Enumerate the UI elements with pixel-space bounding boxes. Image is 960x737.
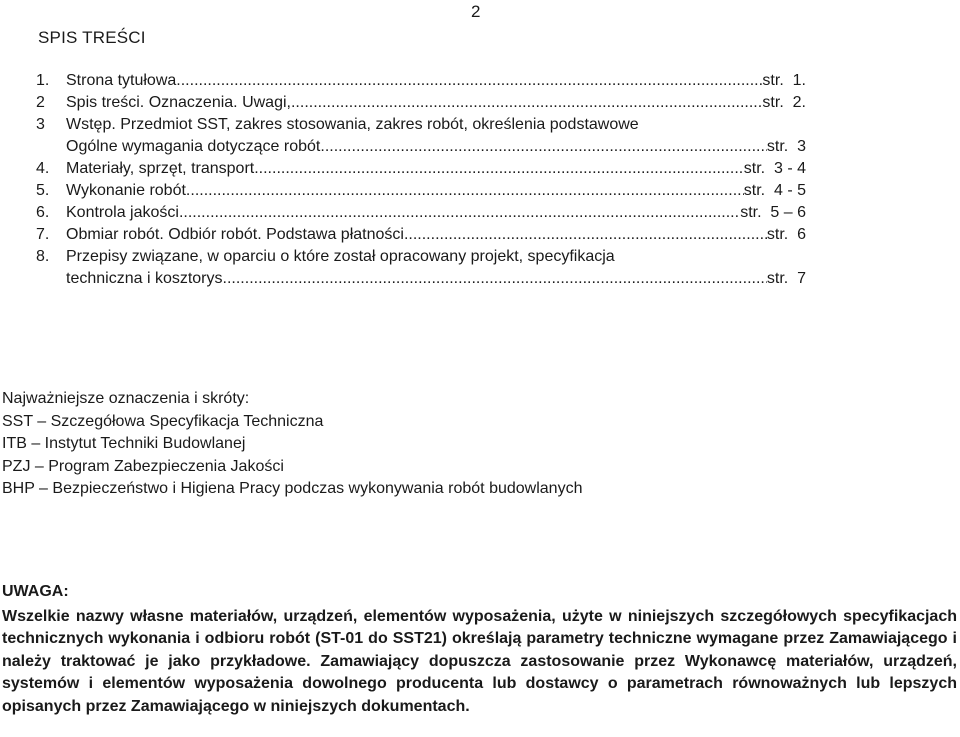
toc-item-title: techniczna i kosztorys [66,270,223,287]
toc-item-continuation [36,268,806,290]
abbreviations-section [2,388,582,501]
toc-item-page: str. 6 [766,226,806,243]
toc-dot-leader [254,158,744,180]
toc-item-title: Wstęp. Przedmiot SST, zakres stosowania, zakres robót, określenia podstawowe [66,116,639,133]
toc-item [36,202,806,224]
abbreviation-item: BHP – Bezpieczeństwo i Higiena Pracy podczas wykonywania robót budowlanych [2,480,583,497]
abbreviations-heading: Najważniejsze oznaczenia i skróty: [2,390,250,407]
toc-dot-leader [223,268,767,290]
warning-text: Wszelkie nazwy własne materiałów, urządzeń, elementów wyposażenia, użyte w niniejszych szczegółowych specyfikacjach technicznych wykonania i odbioru robót (ST-01 do SST21) określają parametry techniczne wymagane przez Zamawiającego i należy traktować je jako przykładowe. Zamawiający dopuszcza zastosowanie przez Wykonawcę materiałów, urządzeń, systemów i elementów wyposażenia dowolnego producenta lub dostawcy o parametrach równoważnych lub lepszych opisanych przez Zamawiającego w niniejszych dokumentach. [2,608,957,715]
toc-item-title: Wykonanie robót [66,182,186,199]
abbreviation-item: ITB – Instytut Techniki Budowlanej [2,435,246,452]
toc-item-number: 8. [36,248,50,265]
toc-item-number: 3 [36,116,45,133]
toc-dot-leader [179,202,740,224]
toc-item-title: Spis treści. Oznaczenia. Uwagi, [66,94,291,111]
abbreviation-item: SST – Szczegółowa Specyfikacja Techniczna [2,412,324,430]
toc-item-number: 2 [36,94,45,111]
toc-item-title: Strona tytułowa [66,72,177,89]
toc-item-continuation [36,136,806,158]
toc-item-title: Przepisy związane, w oparciu o które został opracowany projekt, specyfikacja [66,248,615,265]
toc-dot-leader [320,136,767,158]
toc-item-title: Materiały, sprzęt, transport [66,160,255,177]
toc-item-number: 1. [36,72,50,89]
toc-item-title: Kontrola jakości [66,204,179,221]
toc-item [36,158,806,180]
toc-item-page: str. 1. [762,72,806,89]
toc-item-number: 4. [36,160,50,177]
toc-title: SPIS TREŚCI [38,28,146,47]
abbreviation-item: PZJ – Program Zabezpieczenia Jakości [2,457,284,475]
toc-item [36,70,806,92]
toc-item [36,180,806,202]
toc-item-page: str. 2. [762,94,806,111]
page-number: 2 [471,2,481,21]
toc-item-page: str. 3 [766,138,806,155]
toc-item [36,114,806,136]
toc-item [36,224,806,246]
toc-item-page: str. 5 – 6 [740,204,806,221]
toc-item-number: 6. [36,204,50,221]
toc-item-number: 5. [36,182,50,199]
table-of-contents [36,70,806,290]
toc-dot-leader [176,70,762,92]
toc-item [36,92,806,114]
toc-dot-leader [186,180,744,202]
toc-item [36,246,806,268]
toc-item-number: 7. [36,226,50,243]
toc-dot-leader [404,224,767,246]
toc-dot-leader [291,92,762,114]
toc-item-title: Ogólne wymagania dotyczące robót [66,138,321,155]
toc-item-page: str. 3 - 4 [743,160,806,177]
toc-item-title: Obmiar robót. Odbiór robót. Podstawa płatności [66,226,404,243]
toc-item-page: str. 4 - 5 [743,182,806,199]
warning-heading: UWAGA: [2,583,69,600]
toc-item-page: str. 7 [766,270,806,287]
